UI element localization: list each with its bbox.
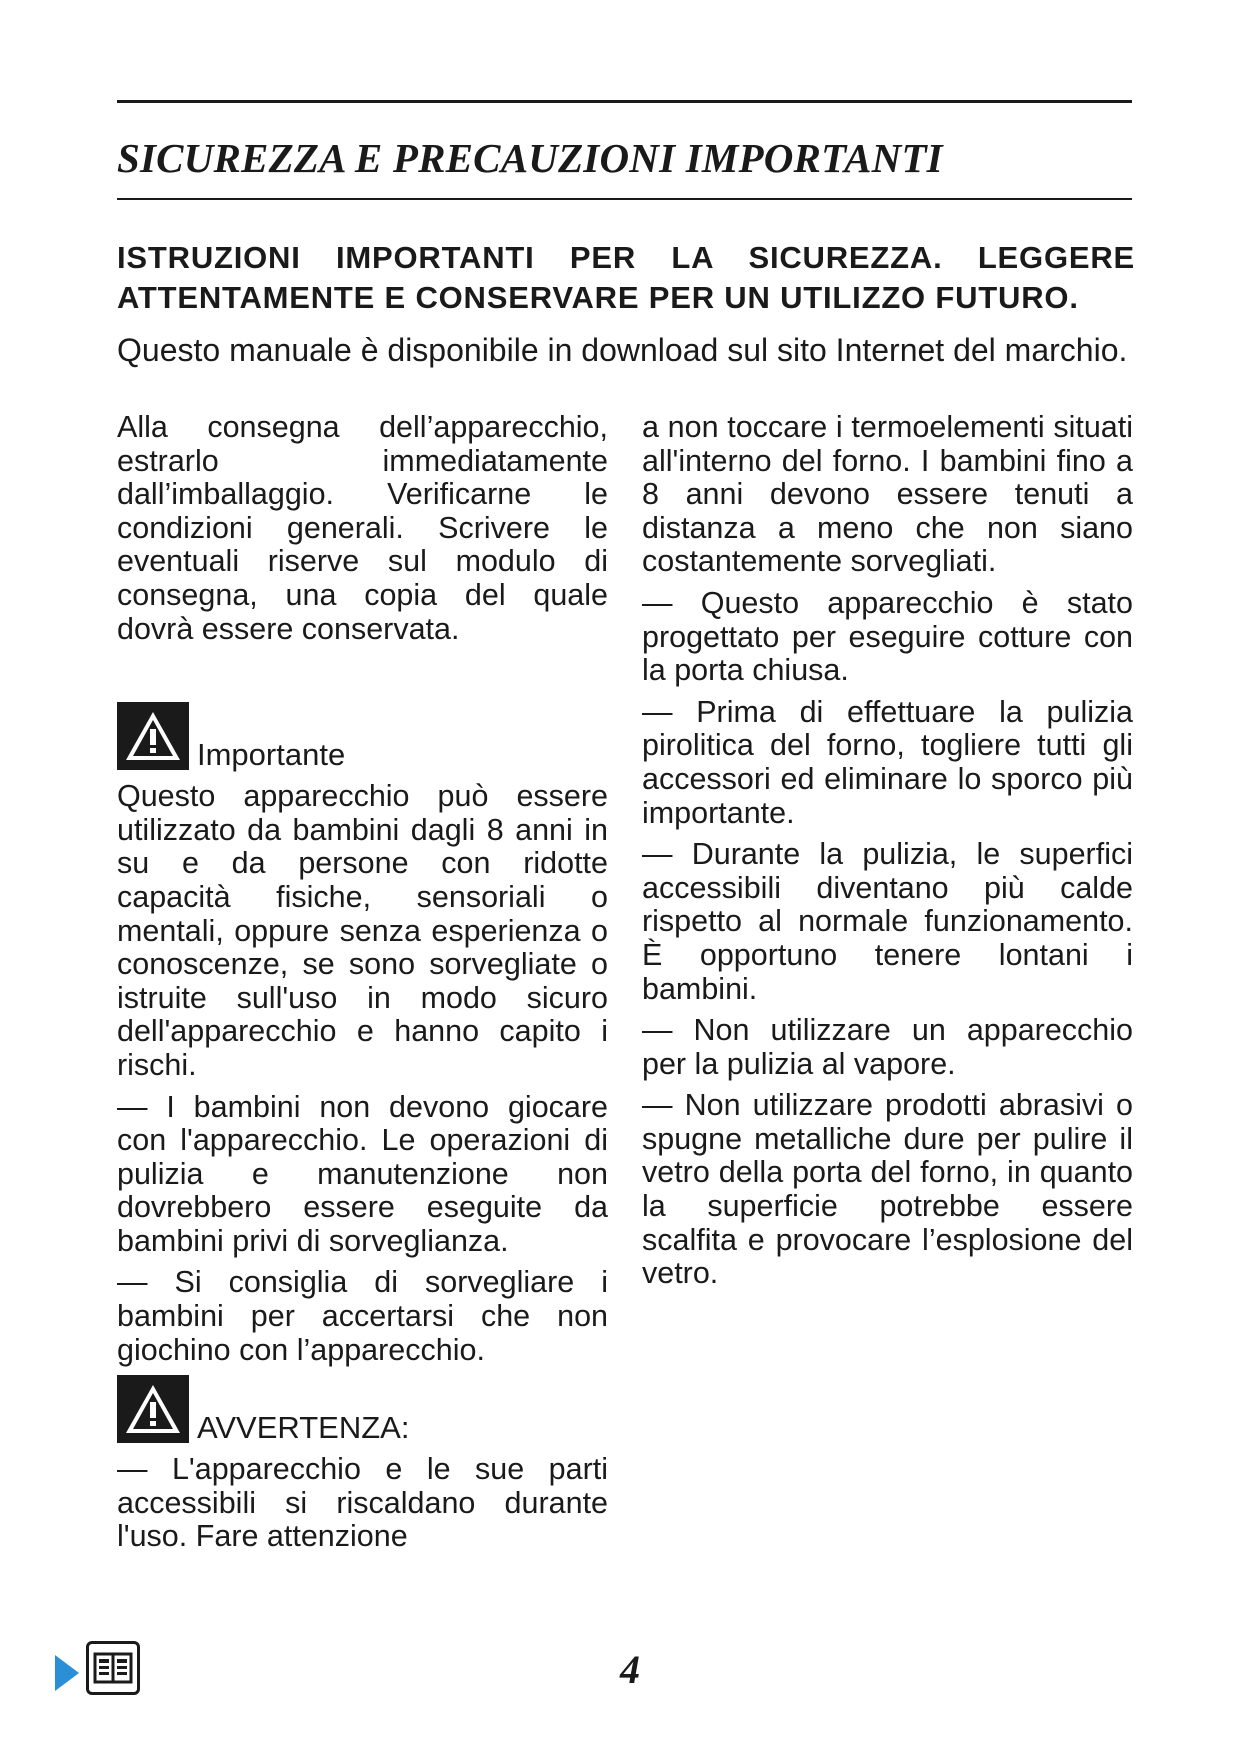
- page-number: 4: [620, 1647, 640, 1692]
- next-page-arrow-icon[interactable]: [55, 1655, 79, 1691]
- hot-surfaces-paragraph: — Durante la pulizia, le superfici accessibili diventano più calde rispetto al normale funzionamento. È opportuno tenere lontani i bambini.: [642, 837, 1133, 1006]
- header-top-rule: [117, 100, 1132, 103]
- important-heading: [117, 702, 608, 773]
- warning-triangle-icon: [117, 1375, 189, 1443]
- children-play-paragraph: — I bambini non devono giocare con l'apparecchio. Le operazioni di pulizia e manutenzione non dovrebbero essere eseguite da bambini privi di sorveglianza.: [117, 1089, 608, 1258]
- right-column: [642, 411, 1133, 1299]
- children-usage-paragraph: Questo apparecchio può essere utilizzato da bambini dagli 8 anni in su e da persone con ridotte capacità fisiche, sensoriali o mentali, oppure senza esperienza o conoscenze, se sono sorvegliate o istruite sull'uso in modo sicuro dell'apparecchio e hanno capito i rischi.: [117, 779, 608, 1082]
- left-column: [117, 411, 608, 1562]
- hot-parts-paragraph: — L'apparecchio e le sue parti accessibili si riscaldano durante l'uso. Fare attenzione: [117, 1452, 608, 1554]
- closed-door-paragraph: — Questo apparecchio è stato progettato per eseguire cotture con la porta chiusa.: [642, 585, 1133, 688]
- warning-triangle-icon: [117, 702, 189, 770]
- pyrolytic-cleaning-paragraph: — Prima di effettuare la pulizia pirolitica del forno, togliere tutti gli accessori ed eliminare lo sporco più importante.: [642, 694, 1133, 830]
- warning-heading: [117, 1375, 608, 1446]
- page-title: SICUREZZA E PRECAUZIONI IMPORTANTI: [117, 135, 943, 181]
- safety-instructions-heading: ISTRUZIONI IMPORTANTI PER LA SICUREZZA. LEGGERE ATTENTAMENTE E CONSERVARE PER UN UTILIZZO FUTURO.: [117, 240, 1135, 315]
- heating-elements-paragraph: a non toccare i termoelementi situati all'interno del forno. I bambini fino a 8 anni devono essere tenuti a distanza a meno che non siano costantemente sorvegliati.: [642, 410, 1133, 579]
- warning-label: AVVERTENZA:: [197, 1410, 410, 1446]
- delivery-paragraph: Alla consegna dell’apparecchio, estrarlo immediatamente dall’imballaggio. Verificarne le condizioni generali. Scrivere le eventuali riserve sul modulo di consegna, una copia del quale dovrà essere conservata.: [117, 410, 608, 646]
- table-of-contents-icon[interactable]: [86, 1641, 140, 1695]
- download-notice: Questo manuale è disponibile in download sul sito Internet del marchio.: [117, 332, 1128, 368]
- supervise-children-paragraph: — Si consiglia di sorvegliare i bambini per accertarsi che non giochino con l’apparecchio.: [117, 1265, 608, 1367]
- header-bottom-rule: [117, 198, 1132, 200]
- important-label: Importante: [197, 737, 346, 773]
- steam-cleaning-paragraph: — Non utilizzare un apparecchio per la pulizia al vapore.: [642, 1013, 1133, 1081]
- abrasive-products-paragraph: — Non utilizzare prodotti abrasivi o spugne metalliche dure per pulire il vetro della porta del forno, in quanto la superficie potrebbe essere scalfita e provocare l’esplosione del vetro.: [642, 1088, 1133, 1291]
